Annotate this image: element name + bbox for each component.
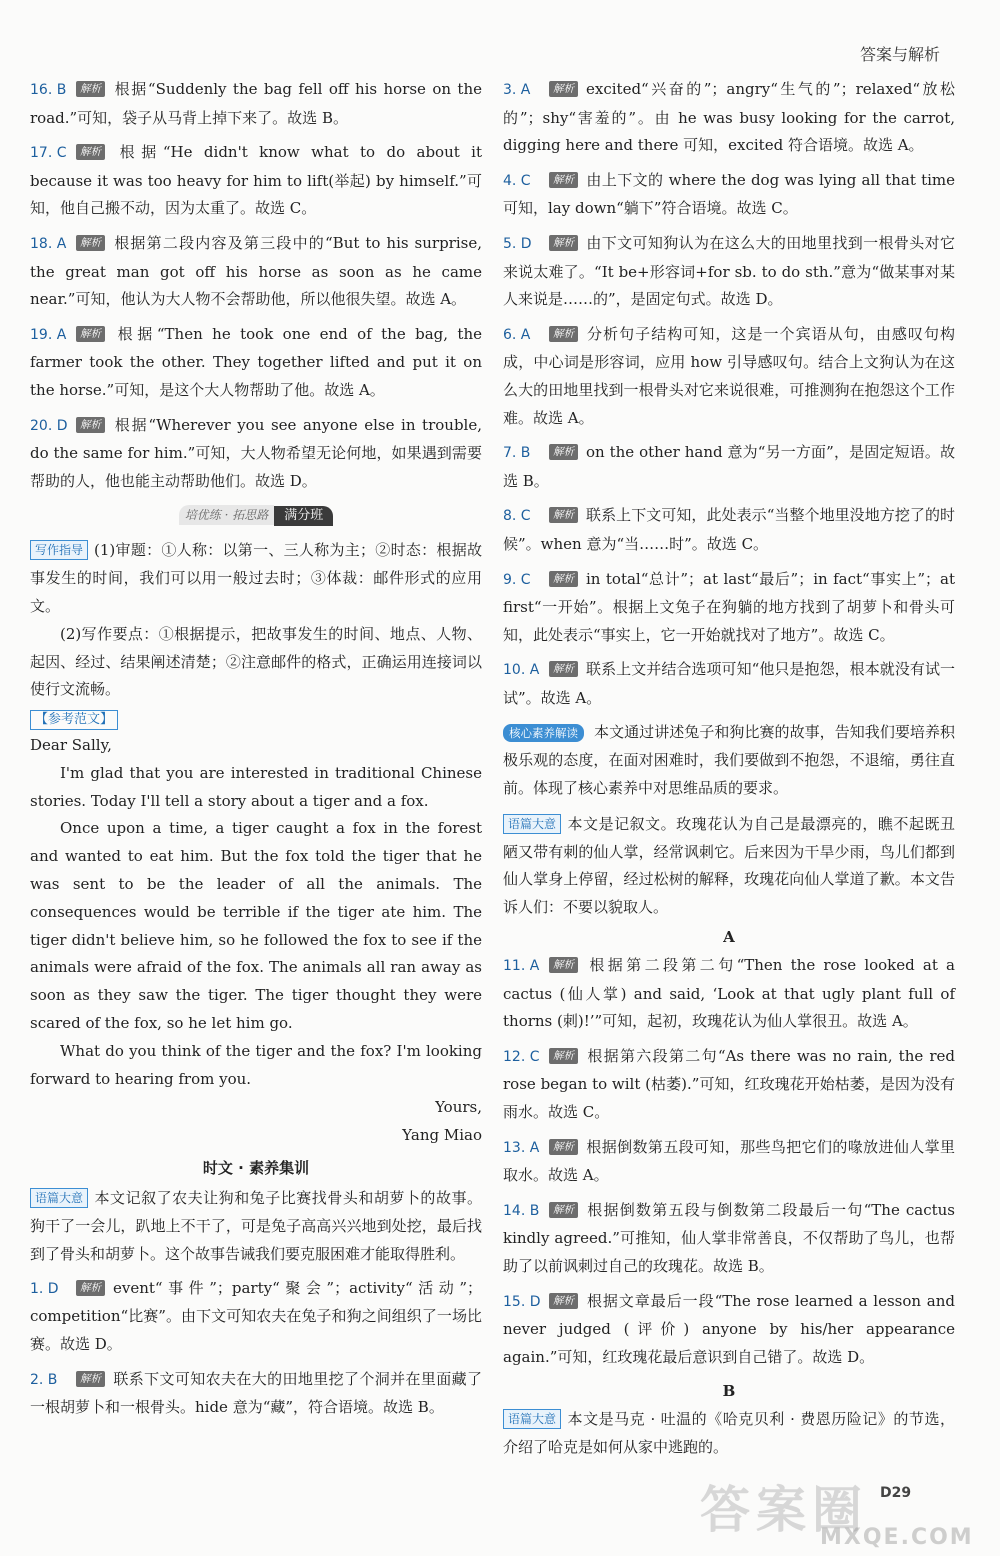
analysis-tag: 解析 <box>549 172 578 188</box>
answer-item: 20. D 解析 根据“Wherever you see anyone else in trouble, do the same for him.”可知，大人物希望无论何地，如果遇到需要帮助的人，他也能主动帮助他们。故选 D。 <box>30 415 482 490</box>
right-column <box>503 76 955 1462</box>
essay-closing: Yours, <box>435 1098 482 1117</box>
analysis-tag: 解析 <box>549 507 578 523</box>
essay-paragraph: Once upon a time, a tiger caught a fox in the forest and wanted to eat him. But the fox told the tiger that he was sent to be the leader of all the animals. The consequences would be terrible if the tiger ate him. The tiger didn't believe him, so he followed the fox to see if the animals were afraid of the fox. The animals all ran away as soon as they saw the tiger. The tiger thought they were scared of the fox, so he let him go. <box>30 819 482 1033</box>
summary-block: 语篇大意 本文是记叙文。玫瑰花认为自己是最漂亮的，瞧不起既丑陋又带有刺的仙人掌，经常讽刺它。后来因为干旱少雨，鸟儿们都到仙人掌身上停留，经过松树的解释，玫瑰花向仙人掌道了歉。本文告诉人们：不要以貌取人。 <box>503 814 955 917</box>
analysis-tag: 解析 <box>549 1202 578 1218</box>
answer-item: 18. A 解析 根据第二段内容及第三段中的“But to his surprise, the great man got off his horse as soon as he came near.”可知，他认为大人物不会帮助他，所以他很失望。故选 A。 <box>30 233 482 309</box>
analysis-tag: 解析 <box>76 1371 105 1387</box>
answer-item: 8. C 解析 联系上下文可知，此处表示“当整个地里没地方挖了的时候”。when 意为“当……时”。故选 C。 <box>503 506 955 553</box>
analysis-tag: 解析 <box>549 1139 578 1155</box>
answer-list-2 <box>30 1275 482 1422</box>
answer-item: 9. C 解析 in total“总计”；at last“最后”；in fact“事实上”；at first“一开始”。根据上文兔子在狗躺的地方找到了胡萝卜和骨头可知，此处表示“事实上，它一开始就找对了地方”。故选 C。 <box>503 569 955 644</box>
answer-item: 19. A 解析 根据“Then he took one end of the bag, the farmer took the other. They together lifted and put it on the horse.”可知，是这个大人物帮助了他。故选 A。 <box>30 324 482 399</box>
answer-item: 12. C 解析 根据第六段第二句“As there was no rain, the red rose began to wilt (枯萎).”可知，红玫瑰花开始枯萎，是因为没有雨水。故选 C。 <box>503 1046 955 1122</box>
essay-signature: Yang Miao <box>402 1126 482 1145</box>
sample-essay <box>30 704 482 1149</box>
analysis-tag: 解析 <box>549 235 578 251</box>
answer-item: 14. B 解析 根据倒数第五段与倒数第二段最后一句“The cactus kindly agreed.”可推知，仙人掌非常善良，不仅帮助了鸟儿，也帮助了以前讽刺过自己的玫瑰花。故选 B。 <box>503 1200 955 1275</box>
analysis-tag: 解析 <box>549 326 578 342</box>
essay-paragraph: What do you think of the tiger and the fox? I'm looking forward to hearing from you. <box>30 1041 482 1088</box>
answer-item: 10. A 解析 联系上文并结合选项可知“他只是抱怨，根本就没有试一试”。故选 A。 <box>503 660 955 707</box>
core-literacy-block: 核心素养解读 本文通过讲述兔子和狗比赛的故事，告知我们要培养积极乐观的态度，在面对困难时，我们要做到不抱怨，不退缩，勇往直前。体现了核心素养中对思维品质的要求。 <box>503 723 955 798</box>
answer-list-1 <box>30 76 482 495</box>
answer-item: 17. C 解析 根据“He didn't know what to do about it because it was too heavy for him to lift(举起) by himself.”可知，他自己搬不动，因为太重了。故选 C。 <box>30 143 482 218</box>
page-header: 答案与解析 <box>859 45 940 64</box>
writing-guide: 写作指导 (1)审题：①人称：以第一、三人称为主；②时态：根据故事发生的时间，我们可以用一般过去时；③体裁：邮件形式的应用文。 (2)写作要点：①根据提示，把故事发生的时间、地点、人物、起因、经过、结果阐述清楚；②注意邮件的格式，正确运用连接词以使行文流畅。 <box>30 541 482 699</box>
analysis-tag: 解析 <box>76 417 105 433</box>
analysis-tag: 解析 <box>549 957 578 973</box>
answer-item: 16. B 解析 根据“Suddenly the bag fell off his horse on the road.”可知，袋子从马背上掉下来了。故选 B。 <box>30 80 482 127</box>
answer-item: 13. A 解析 根据倒数第五段可知，那些鸟把它们的喙放进仙人掌里取水。故选 A。 <box>503 1137 955 1185</box>
left-column <box>30 76 482 1429</box>
summary-tag: 语篇大意 <box>503 1409 561 1429</box>
analysis-tag: 解析 <box>76 326 105 342</box>
essay-paragraph: I'm glad that you are interested in traditional Chinese stories. Today I'll tell a story about a tiger and a fox. <box>30 763 482 810</box>
watermark-logo: 答案圈 <box>700 1481 868 1539</box>
passage-label-a: A <box>723 928 735 947</box>
answer-item: 4. C 解析 由上下文的 where the dog was lying all that time 可知，lay down“躺下”符合语境。故选 C。 <box>503 170 955 218</box>
passage-label-b: B <box>722 1382 736 1401</box>
writing-guide-tag: 写作指导 <box>30 540 88 560</box>
section-title: 时文 · 素养集训 <box>202 1159 310 1178</box>
analysis-tag: 解析 <box>549 571 578 587</box>
watermark-url: MXQE.COM <box>820 1525 974 1550</box>
answer-item: 1. D 解析 event“事件”；party“聚会”；activity“活动”；competition“比赛”。由下文可知农夫在兔子和狗之间组织了一场比赛。故选 D。 <box>30 1278 482 1354</box>
answer-item: 11. A 解析 根据第二段第二句“Then the rose looked at a cactus (仙人掌) and said, ‘Look at that ugly plant full of thorns (刺)!’”可知，起初，玫瑰花认为仙人掌很丑。故选 A。 <box>503 956 955 1031</box>
analysis-tag: 解析 <box>549 1293 578 1309</box>
answer-item: 7. B 解析 on the other hand 意为“另一方面”，是固定短语。故选 B。 <box>503 443 955 490</box>
analysis-tag: 解析 <box>549 81 578 97</box>
analysis-tag: 解析 <box>549 444 578 460</box>
core-literacy-tag: 核心素养解读 <box>503 724 584 742</box>
page-number: D29 <box>880 1485 912 1501</box>
answer-item: 15. D 解析 根据文章最后一段“The rose learned a lesson and never judged (评价) anyone by his/her appearance again.”可知，红玫瑰花最后意识到自己错了。故选 D。 <box>503 1291 955 1366</box>
sample-essay-tag: 【参考范文】 <box>30 710 118 730</box>
answer-item: 3. A 解析 excited“兴奋的”；angry“生气的”；relaxed“放松的”；shy“害羞的”。由 he was busy looking for the carrot, digging here and there 可知，excited 符合语境。故选 A。 <box>503 80 955 155</box>
analysis-tag: 解析 <box>76 235 105 251</box>
analysis-tag: 解析 <box>76 1280 105 1296</box>
analysis-tag: 解析 <box>549 661 578 677</box>
summary-block: 语篇大意 本文记叙了农夫让狗和兔子比赛找骨头和胡萝卜的故事。狗干了一会儿，趴地上不干了，可是兔子高高兴兴地到处挖，最后找到了骨头和胡萝卜。这个故事告诫我们要克服困难才能取得胜利。 <box>30 1189 482 1264</box>
answer-list-4 <box>503 952 955 1371</box>
answer-item: 5. D 解析 由下文可知狗认为在这么大的田地里找到一根骨头对它来说太难了。“It be+形容词+for sb. to do sth.”意为“做某事对某人来说是……的”，是固定句式。故选 D。 <box>503 233 955 309</box>
answer-item: 2. B 解析 联系下文可知农夫在大的田地里挖了个洞并在里面藏了一根胡萝卜和一根骨头。hide 意为“藏”，符合语境。故选 B。 <box>30 1369 482 1417</box>
summary-block: 语篇大意 本文是马克 · 吐温的《哈克贝利 · 费恩历险记》的节选，介绍了哈克是如何从家中逃跑的。 <box>503 1410 955 1457</box>
answer-item: 6. A 解析 分析句子结构可知，这是一个宾语从句，由感叹句构成，中心词是形容词，应用 how 引导感叹句。结合上文狗认为在这么大的田地里找到一根骨头对它来说很难，可推测狗在抱怨这个工作难。故选 A。 <box>503 324 955 427</box>
analysis-tag: 解析 <box>549 1048 578 1064</box>
answer-list-3 <box>503 76 955 712</box>
analysis-tag: 解析 <box>76 144 105 160</box>
section-banner: 培优练 · 拓思路 满分班 <box>30 505 482 529</box>
essay-greeting: Dear Sally, <box>30 736 112 755</box>
summary-tag: 语篇大意 <box>30 1188 88 1208</box>
analysis-tag: 解析 <box>76 81 105 97</box>
summary-tag: 语篇大意 <box>503 814 561 834</box>
